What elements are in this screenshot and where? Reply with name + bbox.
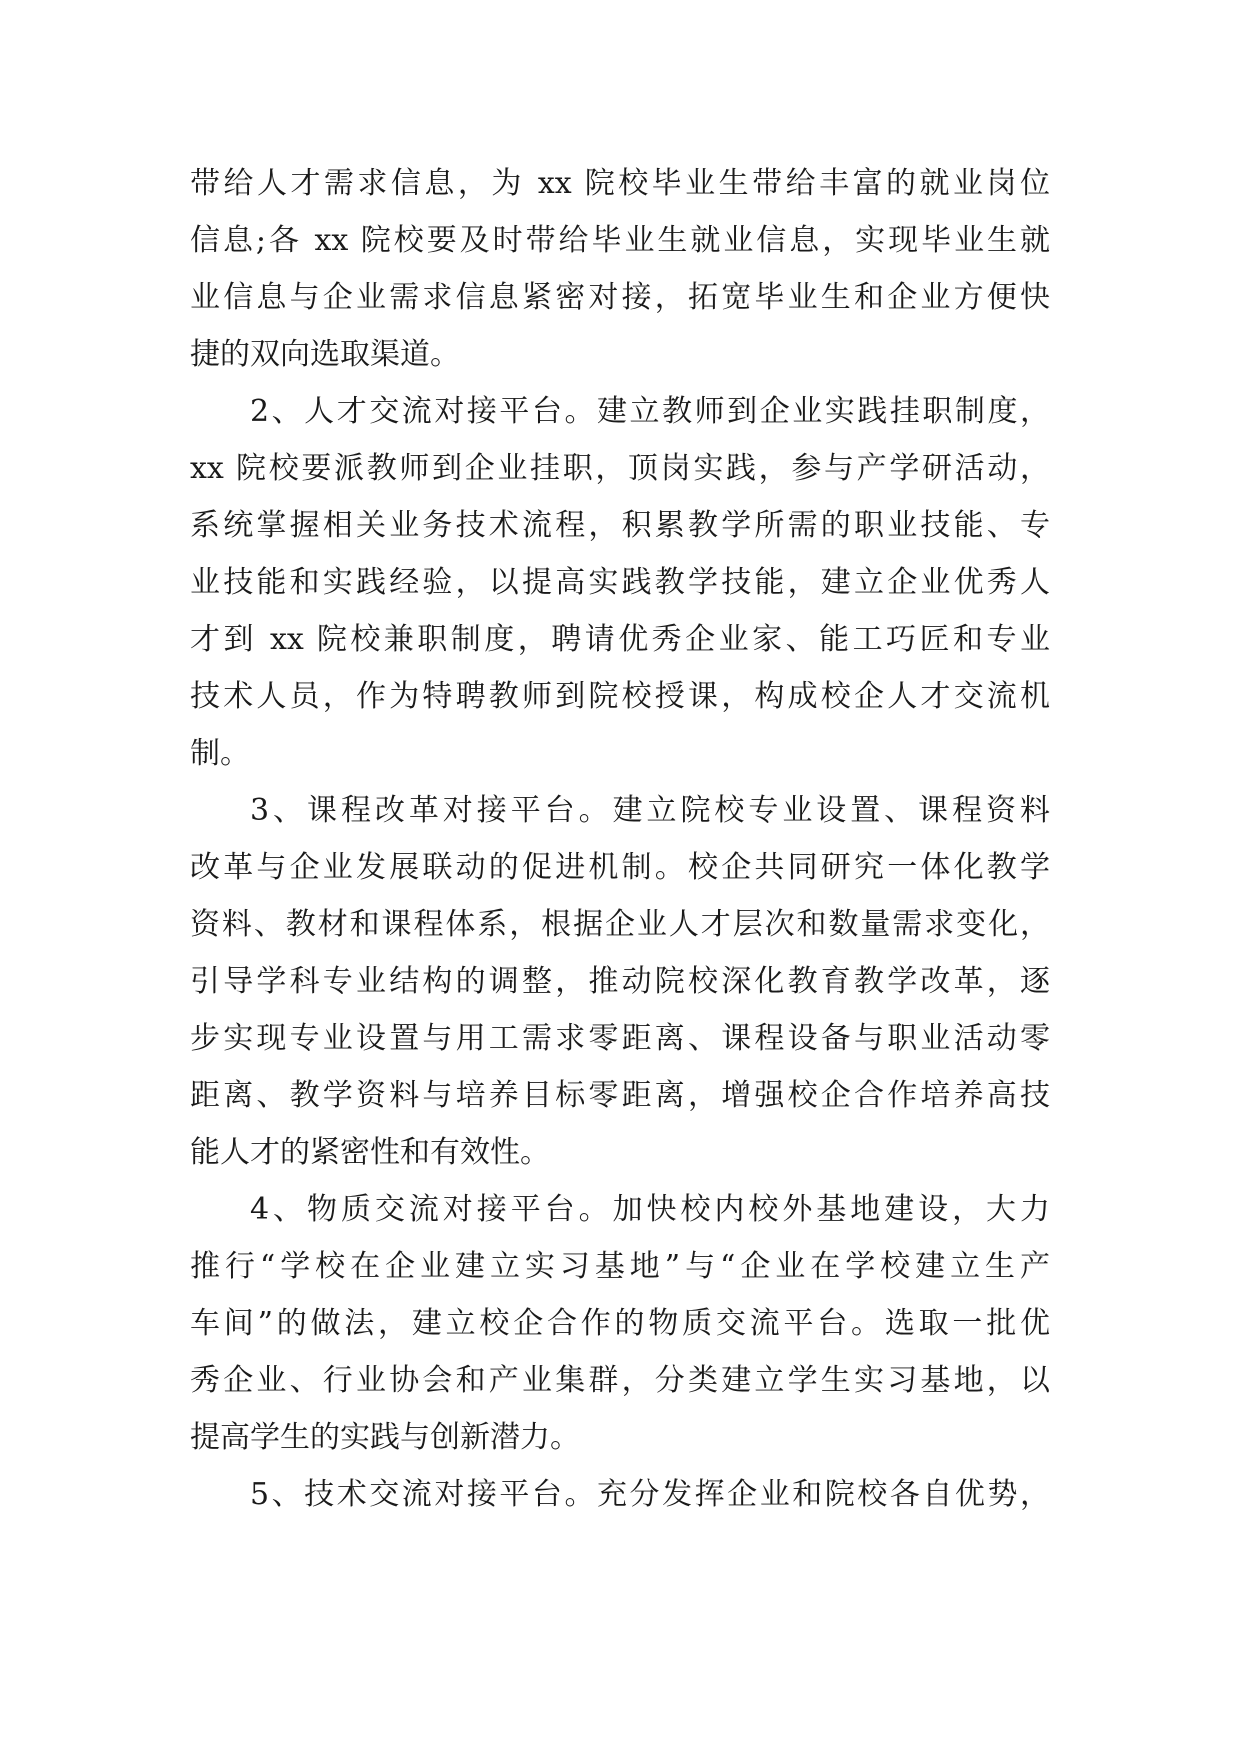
text-line: 步实现专业设置与用工需求零距离、课程设备与职业活动零 xyxy=(190,1021,1050,1056)
text-line: 制。 xyxy=(190,736,250,771)
text-line: 技术人员，作为特聘教师到院校授课，构成校企人才交流机 xyxy=(190,679,1050,714)
text-line: 5、技术交流对接平台。充分发挥企业和院校各自优势， xyxy=(250,1477,1050,1512)
paragraph-employment-info xyxy=(190,155,1050,383)
text-line: 2、人才交流对接平台。建立教师到企业实践挂职制度， xyxy=(250,394,1050,429)
text-line: 业技能和实践经验，以提高实践教学技能，建立企业优秀人 xyxy=(190,565,1050,600)
text-line: 才到 xx 院校兼职制度，聘请优秀企业家、能工巧匠和专业 xyxy=(190,622,1050,657)
paragraph-talent-exchange xyxy=(190,383,1050,782)
text-line: 推行“学校在企业建立实习基地”与“企业在学校建立生产 xyxy=(190,1249,1050,1284)
paragraph-material-exchange xyxy=(190,1181,1050,1466)
text-line: 提高学生的实践与创新潜力。 xyxy=(190,1420,580,1455)
text-line: 系统掌握相关业务技术流程，积累教学所需的职业技能、专 xyxy=(190,508,1050,543)
text-line: 资料、教材和课程体系，根据企业人才层次和数量需求变化， xyxy=(190,907,1050,942)
text-line: 能人才的紧密性和有效性。 xyxy=(190,1135,550,1170)
text-line: 信息;各 xx 院校要及时带给毕业生就业信息，实现毕业生就 xyxy=(190,223,1050,258)
paragraph-technology-exchange xyxy=(190,1466,1050,1523)
text-line: 引导学科专业结构的调整，推动院校深化教育教学改革，逐 xyxy=(190,964,1050,999)
text-line: 4、物质交流对接平台。加快校内校外基地建设，大力 xyxy=(250,1192,1050,1227)
text-line: 带给人才需求信息，为 xx 院校毕业生带给丰富的就业岗位 xyxy=(190,166,1050,201)
text-line: 改革与企业发展联动的促进机制。校企共同研究一体化教学 xyxy=(190,850,1050,885)
text-line: 距离、教学资料与培养目标零距离，增强校企合作培养高技 xyxy=(190,1078,1050,1113)
paragraph-curriculum-reform xyxy=(190,782,1050,1181)
document-body xyxy=(190,155,1050,1523)
text-line: 3、课程改革对接平台。建立院校专业设置、课程资料 xyxy=(250,793,1050,828)
text-line: 业信息与企业需求信息紧密对接，拓宽毕业生和企业方便快 xyxy=(190,280,1050,315)
text-line: xx 院校要派教师到企业挂职，顶岗实践，参与产学研活动， xyxy=(190,451,1050,486)
text-line: 捷的双向选取渠道。 xyxy=(190,337,460,372)
text-line: 车间”的做法，建立校企合作的物质交流平台。选取一批优 xyxy=(190,1306,1050,1341)
text-line: 秀企业、行业协会和产业集群，分类建立学生实习基地，以 xyxy=(190,1363,1050,1398)
